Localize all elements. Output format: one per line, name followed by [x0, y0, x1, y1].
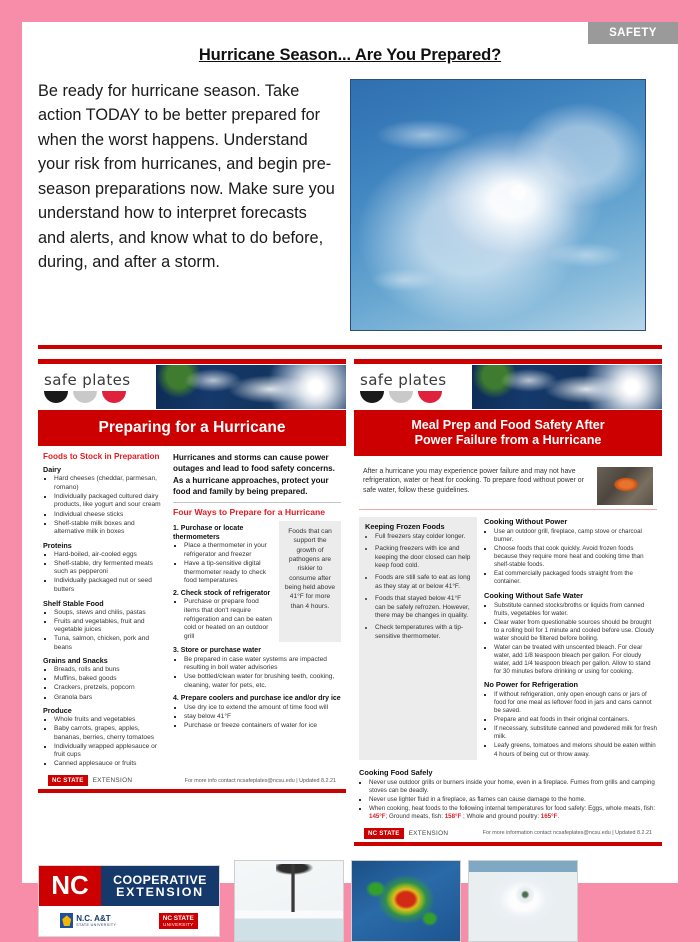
prepare-step	[173, 647, 341, 691]
hero-body-text: Be ready for hurricane season. Take action TODAY to be better prepared for when the worst happens. Understand your risk from hurricanes, and begin pre-season preparations now. Make sure you understand how to interpret forecasts and alerts, and know what to do before, during, and after a storm.	[38, 82, 335, 272]
section-heading: Cooking Without Safe Water	[484, 590, 584, 600]
foods-heading: Foods to Stock in Preparation	[43, 452, 160, 462]
list-item: ▪ Leafy greens, tomatoes and melons should be eaten within 4 hours of being cut or throw away.	[494, 742, 657, 758]
step-list	[173, 656, 341, 691]
food-group	[43, 656, 165, 702]
panel-lead-text: Hurricanes and storms can cause power outages and lead to food safety concerns. As a hurricane approaches, protect your food and family by being prepared.	[173, 453, 335, 496]
divider	[359, 509, 657, 510]
food-group-list	[43, 475, 165, 536]
food-group-list	[43, 609, 165, 653]
nc-cooperative-extension-logo	[38, 865, 220, 937]
list-item: • Foods are still safe to eat as long as they stay at or below 41°F.	[375, 574, 471, 591]
campfire-skillet-image	[597, 467, 653, 505]
food-group-list	[43, 551, 165, 595]
list-item: ▪ Individually wrapped applesauce or fruit cups	[54, 743, 165, 760]
satellite-strip-image	[156, 365, 346, 409]
food-group-name: Shelf Stable Food	[43, 598, 104, 608]
food-group	[43, 541, 165, 595]
extension-wordmark: EXTENSION	[92, 777, 133, 785]
temp-value-145: 145°F	[369, 812, 386, 820]
list-item: ▪ Muffins, baked goods	[54, 675, 165, 684]
food-group-name: Produce	[43, 706, 72, 716]
panel-preparing	[38, 359, 346, 846]
bowl-icon-gray	[389, 391, 413, 403]
aggie-shield-icon	[60, 913, 73, 928]
frozen-list	[365, 533, 471, 641]
nc-monogram: NC	[39, 866, 101, 906]
bowl-icon-gray	[73, 391, 97, 403]
cooking-safely-heading: Cooking Food Safely	[359, 767, 433, 777]
safe-plates-logo	[354, 371, 472, 403]
ncsu-logo	[159, 913, 198, 929]
list-item: ▪ Canned applesauce or fruits	[54, 760, 165, 769]
section-list	[484, 691, 657, 759]
list-item: ▪ Never use outdoor grills or burners inside your home, even in a fireplace. Fumes from grills and camping stoves can be deadly.	[369, 779, 657, 795]
list-item: ▪ If without refrigeration, only open enough cans or jars of food for one meal as leftover food in jars and cans cannot be saved.	[494, 691, 657, 715]
list-item: ▪ Individual cheese sticks	[54, 511, 165, 520]
list-item: ▪ Place a thermometer in your refrigerator and freezer	[184, 542, 273, 559]
temp-line-end: .	[557, 812, 560, 820]
intro-text: After a hurricane you may experience power failure and may not have refrigeration, water or heat for cooking. To prepare food without power or safe water, follow these guidelines.	[363, 467, 584, 494]
bowl-icon-black	[360, 391, 384, 403]
list-item: • Foods that stayed below 41°F can be safely refrozen. However, there may be changes in quality.	[375, 595, 471, 621]
step-title: 1. Purchase or locate thermometers	[173, 524, 244, 541]
list-item: ▪ Clear water from questionable sources should be brought to a rolling boil for 1 minute and cooled before use. Cloudy water should be filtered before boiling.	[494, 619, 657, 643]
prepare-step	[173, 525, 273, 586]
step-list	[173, 598, 273, 641]
list-item: ▪ Never use lighter fluid in a fireplace, as flames can cause damage to the home.	[369, 796, 657, 804]
divider	[173, 502, 341, 503]
hero-section	[22, 65, 678, 331]
list-item: ▪ Crackers, pretzels, popcorn	[54, 684, 165, 693]
section-heading: Cooking Without Power	[484, 517, 568, 527]
four-ways-heading: Four Ways to Prepare for a Hurricane	[173, 506, 326, 517]
food-group	[43, 599, 165, 653]
temp-line-mid1: ; Ground meats, fish:	[385, 812, 445, 820]
list-item: ▪ Purchase or freeze containers of water for ice	[184, 722, 341, 731]
list-item: ▪ Have a tip-sensitive digital thermometer ready to check food temperatures	[184, 560, 273, 586]
list-item: ▪ Shelf-stable, dry fermented meats such as pepperoni	[54, 560, 165, 577]
panel-title-line2: Power Failure from a Hurricane	[414, 432, 602, 447]
keeping-frozen-foods-box	[359, 517, 477, 760]
food-group	[43, 706, 165, 769]
bowl-icon-black	[44, 391, 68, 403]
bowl-icon-red	[418, 391, 442, 403]
bottom-section	[22, 846, 678, 942]
aat-sub: STATE UNIVERSITY	[76, 923, 117, 928]
panel-brand-row	[38, 364, 346, 410]
list-item: ▪ Baby carrots, grapes, apples, bananas, berries, cherry tomatoes	[54, 725, 165, 742]
panel-title-line1: Meal Prep and Food Safety After	[411, 418, 605, 432]
list-item: • Packing freezers with ice and keeping the door closed can help keep food cold.	[375, 545, 471, 571]
frozen-heading: Keeping Frozen Foods	[365, 522, 445, 532]
step-title: 4. Prepare coolers and purchase ice and/or dry ice	[173, 695, 341, 703]
hurricane-satellite-image	[350, 79, 646, 331]
temp-value-158: 158°F	[444, 812, 462, 820]
guideline-section	[484, 517, 657, 586]
list-item: ▪ Choose foods that cook quickly. Avoid frozen foods because they require more heat and cooking time than shelf-stable foods.	[494, 545, 657, 569]
section-list	[484, 602, 657, 677]
contact-line: For more information contact ncsafeplates@ncsu.edu | Updated 8.2.21	[482, 830, 652, 837]
temp-value-165: 165°F	[540, 812, 558, 820]
ncsu-name: NC STATE	[162, 914, 194, 922]
list-item: ▪ Tuna, salmon, chicken, pork and beans	[54, 635, 165, 652]
guidelines-column	[484, 517, 657, 760]
list-item: ▪ Eat commercially packaged foods straight from the container.	[494, 570, 657, 586]
panel-brand-row	[354, 364, 662, 410]
safety-badge: SAFETY	[588, 22, 678, 44]
list-item: ▪ Be prepared in case water systems are impacted resulting in boil water advisories	[184, 656, 341, 673]
cooperative-extension-wordmark	[101, 866, 219, 906]
list-item: ▪ Purchase or prepare food items that don't require refrigeration and can be eaten cold or heated on an outdoor grill	[184, 598, 273, 641]
guideline-section	[484, 680, 657, 759]
prepare-step	[173, 695, 341, 730]
hurricane-radar-photo	[351, 860, 461, 942]
satellite-strip-image	[472, 365, 662, 409]
nc-state-chip: NC STATE	[48, 775, 88, 786]
intro-row	[359, 462, 657, 505]
panel-footer	[43, 769, 341, 789]
cooking-food-safely-section	[359, 760, 657, 821]
food-group-name: Proteins	[43, 540, 72, 550]
risk-callout-box: Foods that can support the growth of pathogens are riskier to consume after being held above 41°F for more than 4 hours.	[279, 521, 341, 642]
list-item: ▪ stay below 41°F	[184, 713, 341, 722]
list-item: ▪ Hard cheeses (cheddar, parmesan, romano)	[54, 475, 165, 492]
list-item: ▪ Fruits and vegetables, fruit and vegetable juices	[54, 618, 165, 635]
panel-bottom-bar	[354, 842, 662, 846]
contact-line: For more info contact ncsafeplates@ncsu.edu | Updated 8.2.21	[184, 777, 336, 784]
nc-state-chip: NC STATE	[364, 828, 404, 839]
food-group-list	[43, 666, 165, 702]
list-item: ▪ Use dry ice to extend the amount of time food will	[184, 704, 341, 713]
extension-wordmark: EXTENSION	[408, 829, 449, 837]
hurricane-eye-photo	[468, 860, 578, 942]
aat-name: N.C. A&T	[76, 914, 111, 924]
list-item: ▪ Breads, rolls and buns	[54, 666, 165, 675]
list-item: ▪ Prepare and eat foods in their original containers.	[494, 716, 657, 724]
list-item: • Full freezers stay colder longer.	[375, 533, 471, 542]
logo-line-cooperative: COOPERATIVE	[113, 872, 207, 887]
food-group-list	[43, 716, 165, 769]
list-item: ▪ Granola bars	[54, 694, 165, 703]
panel-title-meal-prep	[354, 410, 662, 456]
list-item: ▪ Hard-boiled, air-cooled eggs	[54, 551, 165, 560]
logo-line-extension: EXTENSION	[116, 884, 204, 899]
list-item: ▪ If necessary, substitute canned and powdered milk for fresh milk.	[494, 725, 657, 741]
food-group-name: Dairy	[43, 465, 61, 475]
safe-plates-wordmark: safe plates	[44, 371, 131, 389]
list-item: ▪ Soups, stews and chilis, pastas	[54, 609, 165, 618]
step-list	[173, 704, 341, 731]
list-item: ▪ Use an outdoor grill, fireplace, camp stove or charcoal burner.	[494, 528, 657, 544]
four-ways-column	[173, 452, 341, 769]
prepare-step	[173, 590, 273, 642]
temp-line-mid2: ; Whole and ground poultry:	[461, 812, 541, 820]
panel-meal-prep	[354, 359, 662, 846]
bowl-icons	[360, 391, 472, 403]
flyer-page	[22, 22, 678, 928]
list-item: ▪ Whole fruits and vegetables	[54, 716, 165, 725]
bowl-icons	[44, 391, 156, 403]
panel-footer	[359, 822, 657, 842]
list-item: ▪ Use bottled/clean water for brushing teeth, cooking, cleaning, water for pets, etc.	[184, 673, 341, 690]
flyer-panels	[22, 349, 678, 846]
page-title: Hurricane Season... Are You Prepared?	[198, 46, 502, 64]
step-title: 3. Store or purchase water	[173, 646, 261, 654]
list-item: ▪ Individually packaged nut or seed butters	[54, 577, 165, 594]
section-heading: No Power for Refrigeration	[484, 680, 579, 690]
section-list	[484, 528, 657, 586]
list-item-temperatures	[369, 805, 657, 821]
temp-line-prefix: When cooking, heat foods to the following internal temperatures for food safety: Eggs, whole meats, fish:	[369, 804, 656, 812]
safe-plates-wordmark: safe plates	[360, 371, 447, 389]
list-item: ▪ Substitute canned stocks/broths or liquids from canned fruits, vegetables for water.	[494, 602, 657, 618]
food-group	[43, 465, 165, 536]
panel-bottom-bar	[38, 789, 346, 793]
step-title: 2. Check stock of refrigerator	[173, 589, 271, 597]
list-item: ▪ Water can be treated with unscented bleach. For clear water, add 1/8 teaspoon bleach per gallon. For cloudy water, add 1/4 teaspoon bleach per gallon. Allow to stand for 30 minutes before drinking or using for cooking.	[494, 644, 657, 676]
list-item: • Check temperatures with a tip-sensitive thermometer.	[375, 624, 471, 641]
cooking-safely-list	[359, 779, 657, 821]
step-list	[173, 542, 273, 585]
nc-at-logo	[60, 913, 116, 928]
bowl-icon-red	[102, 391, 126, 403]
photo-strip	[234, 860, 578, 942]
guideline-section	[484, 591, 657, 677]
ncsu-sub: UNIVERSITY	[162, 921, 194, 927]
storm-surge-photo	[234, 860, 344, 942]
foods-to-stock-column	[43, 452, 165, 769]
list-item: ▪ Shelf-stable milk boxes and alternative milk in boxes	[54, 520, 165, 537]
safe-plates-logo	[38, 371, 156, 403]
food-group-name: Grains and Snacks	[43, 656, 108, 666]
list-item: ▪ Individually packaged cultured dairy products, like yogurt and sour cream	[54, 493, 165, 510]
panel-title-preparing: Preparing for a Hurricane	[38, 410, 346, 446]
